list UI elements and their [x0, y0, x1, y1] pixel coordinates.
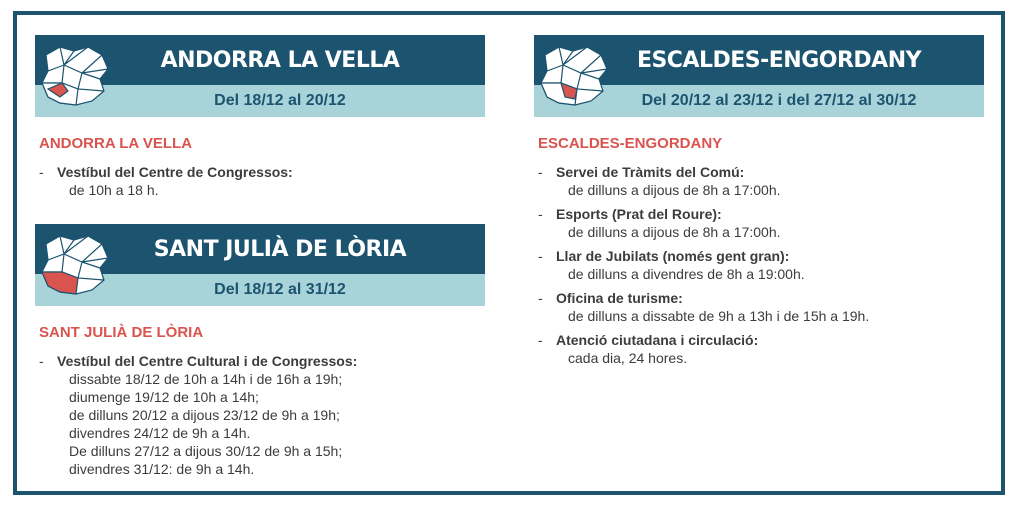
location-name: Llar de Jubilats (només gent gran):: [556, 248, 790, 264]
schedule-line: divendres 31/12: de 9h a 14h.: [69, 461, 255, 477]
andorra-map-icon: [38, 232, 112, 298]
list-dash: -: [538, 248, 543, 264]
location-name: Servei de Tràmits del Comú:: [556, 164, 745, 180]
schedule-line: de 10h a 18 h.: [69, 182, 159, 198]
banner-title: SANT JULIÀ DE LÒRIA: [35, 224, 485, 274]
schedule-line: cada dia, 24 hores.: [568, 350, 688, 366]
schedule-line: de dilluns a divendres de 8h a 19:00h.: [568, 266, 805, 282]
banner-title: ANDORRA LA VELLA: [35, 35, 485, 85]
schedule-line: divendres 24/12 de 9h a 14h.: [69, 425, 251, 441]
schedule-line: de dilluns 20/12 a dijous 23/12 de 9h a 19h;: [69, 407, 340, 423]
schedule-line: diumenge 19/12 de 10h a 14h;: [69, 389, 259, 405]
andorra-map-icon: [537, 43, 611, 109]
list-item: [538, 205, 984, 241]
list-item: [538, 289, 984, 325]
schedule-line: de dilluns a dijous de 8h a 17:00h.: [568, 182, 781, 198]
banner: [35, 224, 485, 306]
banner: [534, 35, 984, 117]
town-heading: ANDORRA LA VELLA: [39, 135, 193, 152]
list-item: [39, 163, 485, 199]
section-andorra-la-vella: [35, 35, 485, 205]
list-dash: -: [538, 206, 543, 222]
location-name: Atenció ciutadana i circulació:: [556, 332, 759, 348]
list-dash: -: [538, 164, 543, 180]
location-name: Vestíbul del Centre de Congressos:: [57, 164, 293, 180]
section-escaldes-engordany: [534, 35, 984, 373]
andorra-map-icon: [38, 43, 112, 109]
list-dash: -: [538, 290, 543, 306]
banner-title: ESCALDES-ENGORDANY: [534, 35, 984, 85]
section-sant-julia: [35, 224, 485, 484]
location-name: Vestíbul del Centre Cultural i de Congressos:: [57, 353, 358, 369]
list-dash: -: [538, 332, 543, 348]
banner-dates: Del 18/12 al 20/12: [35, 85, 485, 117]
schedule-line: de dilluns a dissabte de 9h a 13h i de 15h a 19h.: [568, 308, 870, 324]
town-heading: SANT JULIÀ DE LÒRIA: [39, 324, 204, 341]
location-name: Esports (Prat del Roure):: [556, 206, 722, 222]
schedule-line: dissabte 18/12 de 10h a 14h i de 16h a 19h;: [69, 371, 343, 387]
schedule-line: De dilluns 27/12 a dijous 30/12 de 9h a 15h;: [69, 443, 343, 459]
list-item: [538, 331, 984, 367]
list-dash: -: [39, 164, 44, 180]
list-dash: -: [39, 353, 44, 369]
list-item: [538, 163, 984, 199]
schedule-line: de dilluns a dijous de 8h a 17:00h.: [568, 224, 781, 240]
list-item: [39, 352, 485, 478]
location-name: Oficina de turisme:: [556, 290, 683, 306]
town-heading: ESCALDES-ENGORDANY: [538, 135, 723, 152]
banner: [35, 35, 485, 117]
banner-dates: Del 18/12 al 31/12: [35, 274, 485, 306]
banner-dates: Del 20/12 al 23/12 i del 27/12 al 30/12: [534, 85, 984, 117]
list-item: [538, 247, 984, 283]
